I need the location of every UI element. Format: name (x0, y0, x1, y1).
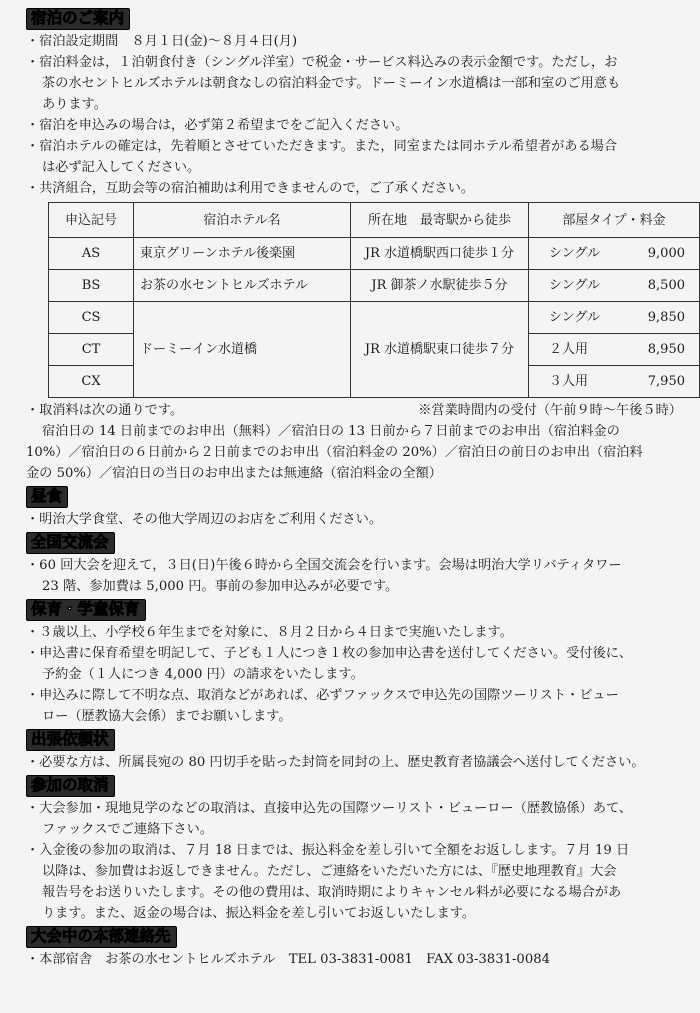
code-cell: CX (49, 366, 134, 398)
code-cell: CT (49, 334, 134, 366)
text-line: ・３歳以上、小学校６年生までを対象に、８月２日から４日まで実施いたします。 (26, 625, 513, 640)
text-line: 10%）／宿泊日の６日前から２日前までのお申出（宿泊料金の 20%）／宿泊日の前日のお申出（宿泊料 (26, 445, 643, 460)
room-cell (529, 334, 700, 366)
cancel-label: ・取消料は次の通りです。 (26, 403, 184, 418)
text-line: あります。 (42, 97, 107, 112)
table-row (49, 270, 700, 302)
text-line: 金の 50%）／宿泊日の当日のお申出または無連絡（宿泊料金の全額） (26, 466, 442, 481)
text-line: 報告号をお送りいたします。その他の費用は、取消時期によりキャンセル料が必要になる場合があ (42, 885, 622, 900)
section-heading: 保育・学童保育 (26, 599, 146, 621)
text-line: ・本部宿舎 お茶の水セントヒルズホテル TEL 03-3831-0081 FAX 03-3831-0084 (26, 952, 550, 967)
text-line: ・宿泊ホテルの確定は，先着順とさせていただきます。また，同室または同ホテル希望者がある場合 (26, 139, 618, 154)
column-header: 宿泊ホテル名 (134, 203, 351, 238)
text-line: ・宿泊設定期間 ８月１日(金)～８月４日(月) (26, 34, 298, 49)
text-line: ります。また、返金の場合は、振込料金を差し引いてお返しいたします。 (42, 906, 476, 921)
code-cell: AS (49, 238, 134, 270)
hotel-cell: ドーミーイン水道橋 (134, 302, 351, 398)
cancellation-fees (26, 400, 686, 484)
text-line: ・必要な方は、所属長宛の 80 円切手を貼った封筒を同封の上、歴史教育者協議会へ送付してください。 (26, 755, 645, 770)
room-price: 9,850 (647, 310, 685, 325)
section-headquarters-contact (26, 924, 686, 970)
text-line: 23 階、参加費は 5,000 円。事前の参加申込みが必要です。 (42, 579, 399, 594)
section-lunch (26, 484, 686, 530)
text-line: ・明治大学食堂、その他大学周辺のお店をご利用ください。 (26, 512, 383, 527)
section-childcare (26, 597, 686, 727)
room-type: シングル (549, 246, 601, 261)
column-header: 申込記号 (49, 203, 134, 238)
section-accommodation (26, 6, 686, 199)
hotel-cell: お茶の水セントヒルズホテル (134, 270, 351, 302)
code-cell: CS (49, 302, 134, 334)
room-cell (529, 270, 700, 302)
room-type: ３人用 (549, 374, 589, 389)
table-header-row (49, 203, 700, 238)
text-line: 以降は、参加費はお返しできません。ただし、ご連絡をいただいた方には、『歴史地理教育』大会 (42, 864, 617, 879)
location-cell: JR 水道橋駅東口徒歩７分 (351, 302, 529, 398)
text-line: ・宿泊を申込みの場合は，必ず第２希望までをご記入ください。 (26, 118, 409, 133)
table-row (49, 302, 700, 334)
text-line: ・60 回大会を迎えて，３日(日)午後６時から全国交流会を行います。会場は明治大学リバティタワー (26, 558, 622, 573)
text-line: 予約金（１人につき 4,000 円）の請求をいたします。 (42, 667, 364, 682)
room-price: 8,500 (647, 278, 685, 293)
room-price: 9,000 (647, 246, 685, 261)
section-business-trip-letter (26, 727, 686, 773)
text-line: ・共済組合，互助会等の宿泊補助は利用できませんので，ご了承ください。 (26, 181, 475, 196)
room-type: シングル (549, 310, 601, 325)
text-line: は必ず記入してください。 (42, 160, 201, 175)
hotel-cell: 東京グリーンホテル後楽園 (134, 238, 351, 270)
text-line: 茶の水セントヒルズホテルは朝食なしの宿泊料金です。ドーミーイン水道橋は一部和室のご用意も (42, 76, 621, 91)
column-header: 所在地 最寄駅から徒歩 (351, 203, 529, 238)
text-line: ・申込書に保育希望を明記して、子ども１人につき１枚の参加申込書を送付してください。受付後に、 (26, 646, 633, 661)
room-price: 8,950 (647, 342, 685, 357)
location-cell: JR 水道橋駅西口徒歩１分 (351, 238, 529, 270)
room-price: 7,950 (647, 374, 685, 389)
section-exchange-party (26, 530, 686, 597)
code-cell: BS (49, 270, 134, 302)
text-line: ・申込みに際して不明な点、取消などがあれば、必ずファックスで申込先の国際ツーリスト・ビュー (26, 688, 619, 703)
text-line: ・大会参加・現地見学のなどの取消は、直接申込先の国際ツーリスト・ビューロー（歴教協係）あて、 (26, 801, 633, 816)
text-line: ・入金後の参加の取消は、７月 18 日までは、振込料金を差し引いて全額をお返しします。７月 19 日 (26, 843, 630, 858)
section-heading: 全国交流会 (26, 532, 115, 554)
section-heading: 出張依頼状 (26, 729, 115, 751)
section-heading: 大会中の本部連絡先 (26, 926, 177, 948)
room-type: シングル (549, 278, 601, 293)
hotel-table (48, 202, 700, 398)
table-row (49, 238, 700, 270)
text-line: ロー（歴教協大会係）までお願いします。 (42, 709, 292, 724)
section-heading: 昼食 (26, 486, 68, 508)
room-cell (529, 302, 700, 334)
cancel-label-row (26, 400, 686, 421)
text-line: ファックスでご連絡下さい。 (42, 822, 214, 837)
location-cell: JR 御茶ノ水駅徒歩５分 (351, 270, 529, 302)
room-cell (529, 238, 700, 270)
section-participation-cancel (26, 773, 686, 924)
office-hours-note: ※営業時間内の受付（午前９時～午後５時） (418, 403, 682, 418)
section-heading: 宿泊のご案内 (26, 8, 130, 30)
text-line: ・宿泊料金は，１泊朝食付き（シングル洋室）で税金・サービス料込みの表示金額です。ただし，お (26, 55, 618, 70)
section-heading: 参加の取消 (26, 775, 115, 797)
room-cell (529, 366, 700, 398)
room-type: ２人用 (549, 342, 589, 357)
column-header: 部屋タイプ・料金 (529, 203, 700, 238)
text-line: 宿泊日の 14 日前までのお申出（無料）／宿泊日の 13 日前から７日前までのお申出（宿泊料金の (42, 424, 620, 439)
